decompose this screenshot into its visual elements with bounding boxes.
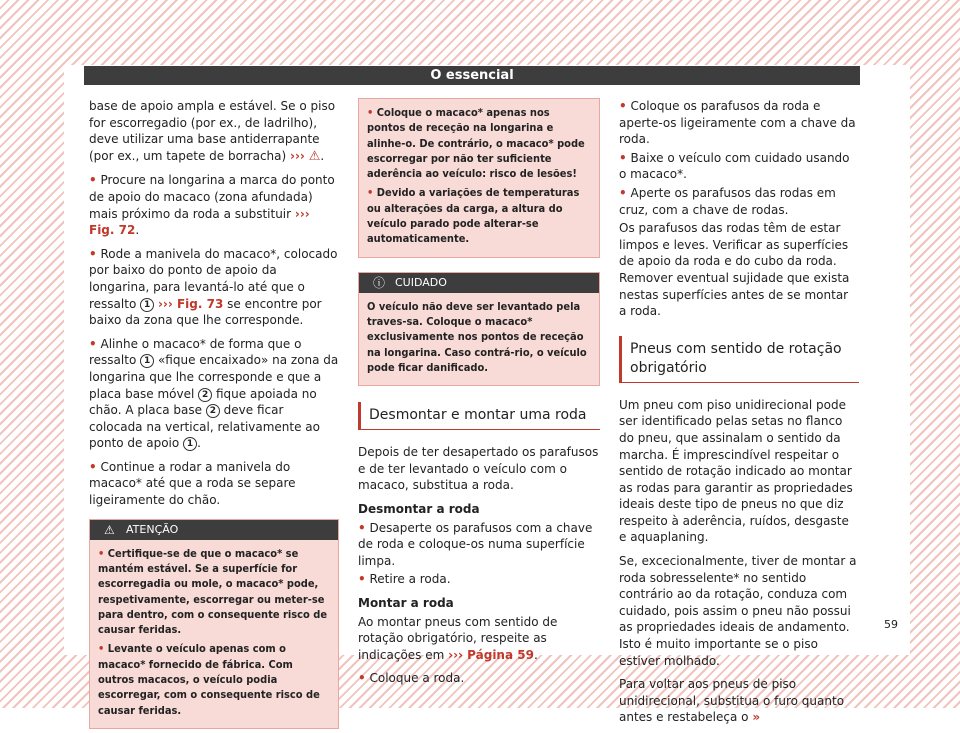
- page-ref: Página 59: [467, 647, 534, 662]
- column-1: [89, 98, 339, 729]
- warning-item: [98, 546, 330, 638]
- text: Certifique-se de que o macaco* se mantém estável. Se a superfície for escorregadia ou mole, o macaco* pode, respetivamente, escorregar ou meter-se para dentro, com o consequente risco de causar feridas.: [98, 546, 328, 637]
- warning-item: [367, 105, 591, 181]
- page-number: 59: [884, 618, 898, 631]
- text: Para voltar aos pneus de piso unidirecional, substitua o furo quanto antes e restabeleça o: [619, 677, 845, 725]
- bullet-icon: •: [98, 546, 105, 560]
- bullet-icon: •: [89, 459, 97, 474]
- bullet-item: [619, 185, 859, 218]
- continue-arrow-icon: »: [752, 710, 761, 725]
- text: base de apoio ampla e estável. Se o piso for escorregadio (por ex., de ladrilho), deve utilizar uma base antiderrapante (por ex., um tapete de borracha): [89, 99, 336, 163]
- warning-box: [89, 519, 339, 729]
- bullet-item: [89, 246, 339, 329]
- warning-continued: [358, 98, 600, 258]
- bullet-icon: •: [358, 520, 366, 535]
- text: se encontre por baixo da zona que lhe corresponde.: [89, 296, 322, 328]
- text: deve ficar colocada na vertical, relativamente ao ponto de apoio: [89, 403, 321, 451]
- paragraph: Os parafusos das rodas têm de estar limpos e leves. Verificar as superfícies de apoio da roda e do cubo da roda. Remover eventual sujidade que exista nestas superfícies antes de se montar a roda.: [619, 221, 850, 319]
- fig-ref-link[interactable]: ››› Fig. 73: [157, 296, 224, 311]
- paragraph: [619, 676, 859, 726]
- column-2: [358, 98, 600, 694]
- text: Baixe o veículo com cuidado usando o macaco*.: [619, 150, 850, 182]
- bullet-item: [358, 670, 600, 687]
- paragraph: Ao montar pneus com sentido de rotação obrigatório, respeite as indicações em ››› Página 59.: [358, 614, 558, 662]
- paragraph: base de apoio ampla e estável. Se o piso for escorregadio (por ex., de ladrilho), deve utilizar uma base antiderrapante (por ex., um tapete de borracha) ››› ⚠.: [89, 99, 336, 164]
- text: Coloque o macaco* apenas nos pontos de receção na longarina e alinhe-o. De contrário, o macaco* pode escorregar por não ter suficiente aderência ao veículo: risco de lesões!: [367, 106, 585, 181]
- text: Coloque a roda.: [369, 671, 465, 686]
- text: Procure na longarina a marca do ponto de apoio do macaco (zona afundada) mais próximo da roda a substituir: [89, 173, 335, 221]
- bullet-item: [358, 520, 600, 570]
- text: Alinhe o macaco* de forma que o ressalto: [89, 336, 302, 368]
- bullet-item: [89, 459, 339, 509]
- header-title: O essencial: [430, 68, 514, 83]
- caution-title: CUIDADO: [395, 275, 447, 289]
- text: Ao montar pneus com sentido de rotação obrigatório, respeite as indicações em: [358, 614, 558, 662]
- callout-1: 1: [140, 354, 154, 368]
- bullet-icon: •: [367, 186, 374, 200]
- fig-ref-link[interactable]: ››› Fig. 72: [89, 206, 310, 238]
- bullet-item: [619, 98, 859, 148]
- bullet-item: • Procure na longarina a marca do ponto de apoio do macaco (zona afundada) mais próximo da roda a substituir ››› Fig. 72.: [89, 173, 335, 238]
- bullet-icon: •: [89, 246, 97, 261]
- bullet-icon: •: [619, 185, 627, 200]
- section-title: Pneus com sentido de rotação obrigatório: [630, 340, 842, 376]
- page-ref-link[interactable]: ››› Página 59: [448, 647, 534, 662]
- bullet-icon: •: [367, 106, 374, 119]
- bullet-icon: •: [358, 671, 366, 686]
- caution-body: [359, 293, 599, 385]
- text: Retire a roda.: [369, 572, 451, 587]
- warning-icon: ⚠: [308, 148, 321, 164]
- subheading: Desmontar a roda: [358, 501, 480, 516]
- bullet-icon: •: [89, 173, 97, 188]
- warning-icon: ⚠: [104, 522, 115, 537]
- text: Rode a manivela do macaco*, colocado por baixo do ponto de apoio da longarina, para levantá-lo até que o ressalto: [89, 246, 338, 311]
- caution-header: [359, 273, 599, 293]
- fig-ref: Fig. 72: [89, 223, 136, 238]
- paragraph: Se, excecionalmente, tiver de montar a roda sobresselente* no sentido contrário ao da rotação, conduza com cuidado, pois assim o pneu não possui as propriedades ideais de andamento. Isto é muito importante se o piso estiver molhado.: [619, 554, 857, 668]
- bullet-icon: •: [619, 150, 627, 165]
- caution-text: O veículo não deve ser levantado pela traves-sa. Coloque o macaco* exclusivamente nos pontos de receção na longarina. Caso contrá-rio, o veículo pode ficar danificado.: [367, 299, 587, 374]
- fig-ref: Fig. 73: [176, 296, 224, 311]
- text: Levante o veículo apenas com o macaco* fornecido de fábrica. Com outros macacos, o veículo podia escorregar, com o consequente risco de causar feridas.: [98, 642, 320, 717]
- chevron-link[interactable]: ›››: [290, 148, 305, 163]
- info-circle-icon: ⓘ: [373, 275, 386, 290]
- text: Aperte os parafusos das rodas em cruz, com a chave de rodas.: [619, 185, 836, 217]
- subheading: Montar a roda: [358, 595, 454, 610]
- column-3: [619, 98, 859, 733]
- callout-1: 1: [140, 298, 154, 312]
- callout-2: 2: [198, 388, 212, 402]
- paragraph: Depois de ter desapertado os parafusos e de ter levantado o veículo com o macaco, substitua a roda.: [358, 445, 599, 493]
- warning-item: [98, 641, 330, 717]
- caution-box: [358, 272, 600, 386]
- section-heading: [619, 336, 859, 383]
- bullet-item: • Alinhe o macaco* de forma que o ressalto 1 «fique encaixado» na zona da longarina que lhe corresponde e que a placa base móvel 2 fique apoiada no chão. A placa base 2 deve ficar colocada na vertical, relativamente ao ponto de apoio 1 .: [89, 336, 339, 451]
- bullet-item: [619, 150, 859, 183]
- text: Devido a variações de temperaturas ou alterações da carga, a altura do veículo parado pode alterar-se automaticamente.: [367, 186, 580, 246]
- section-heading: [358, 402, 600, 430]
- callout-2: 2: [206, 404, 220, 418]
- text: Coloque os parafusos da roda e aperte-os ligeiramente com a chave da roda.: [619, 99, 856, 147]
- text: fique apoiada no chão. A placa base: [89, 386, 317, 418]
- text: Desaperte os parafusos com a chave de roda e coloque-os numa superfície limpa.: [358, 520, 593, 568]
- bullet-item: [358, 571, 600, 588]
- bullet-icon: •: [89, 336, 97, 351]
- bullet-icon: •: [619, 99, 627, 113]
- callout-1: 1: [183, 437, 197, 451]
- warning-header: [90, 520, 338, 540]
- warning-item: [367, 185, 591, 246]
- bullet-icon: •: [358, 572, 366, 587]
- text: Continue a rodar a manivela do macaco* até que a roda se separe ligeiramente do chão.: [89, 459, 296, 508]
- warning-title: ATENÇÃO: [126, 522, 179, 536]
- warning-body: [90, 540, 338, 728]
- paragraph: Um pneu com piso unidirecional pode ser identificado pelas setas no flanco do pneu, que assinalam o sentido da marcha. É imprescindível respeitar o sentido de rotação indicado ao montar as rodas para garantir as propriedades ideais deste tipo de pneus no que diz respeito à aderência, ruídos, desgaste e aquaplaning.: [619, 397, 853, 545]
- page-header: [84, 66, 860, 85]
- text: «fique encaixado» na zona da longarina que lhe corresponde e que a placa base móvel: [89, 353, 339, 401]
- section-title: Desmontar e montar uma roda: [369, 407, 587, 424]
- bullet-icon: •: [98, 642, 105, 656]
